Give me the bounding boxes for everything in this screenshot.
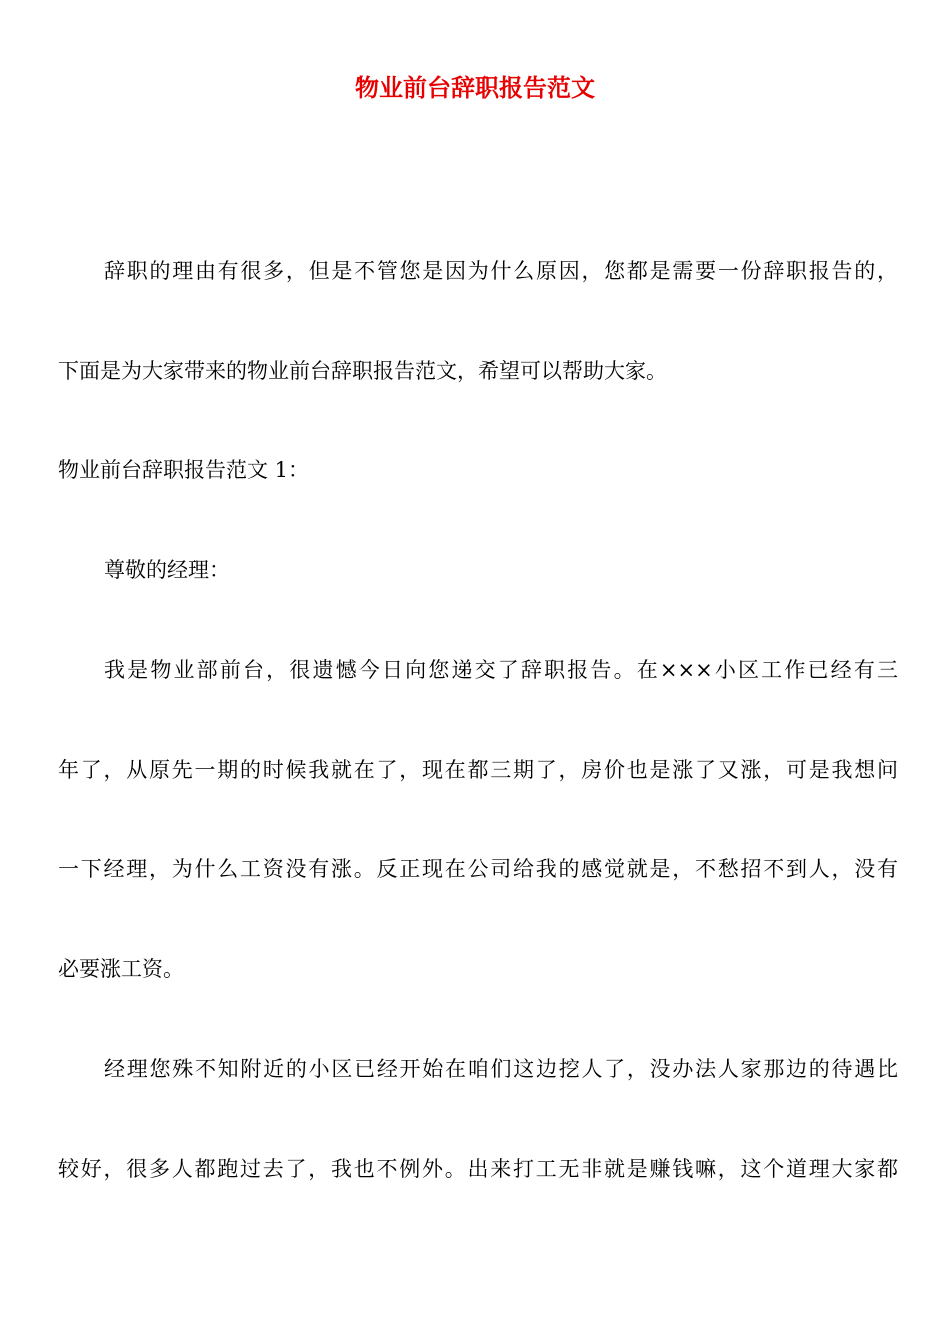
paragraph-line-8: 必要涨工资。 [58, 957, 184, 981]
document-title: 物业前台辞职报告范文 [355, 74, 595, 102]
paragraph-line-5: 我是物业部前台，很遗憾今日向您递交了辞职报告。在×××小区工作已经有三 [104, 658, 898, 682]
paragraph-line-2: 下面是为大家带来的物业前台辞职报告范文，希望可以帮助大家。 [58, 359, 667, 383]
paragraph-line-10: 较好，很多人都跑过去了，我也不例外。出来打工无非就是赚钱嘛，这个道理大家都 [58, 1157, 898, 1181]
paragraph-line-9: 经理您殊不知附近的小区已经开始在咱们这边挖人了，没办法人家那边的待遇比 [104, 1057, 898, 1081]
paragraph-line-6: 年了，从原先一期的时候我就在了，现在都三期了，房价也是涨了又涨，可是我想问 [58, 758, 898, 782]
paragraph-line-1: 辞职的理由有很多，但是不管您是因为什么原因，您都是需要一份辞职报告的， [104, 259, 898, 283]
salutation: 尊敬的经理： [104, 558, 230, 582]
paragraph-line-7: 一下经理，为什么工资没有涨。反正现在公司给我的感觉就是，不愁招不到人，没有 [58, 857, 898, 881]
section-heading: 物业前台辞职报告范文 1： [58, 458, 310, 482]
